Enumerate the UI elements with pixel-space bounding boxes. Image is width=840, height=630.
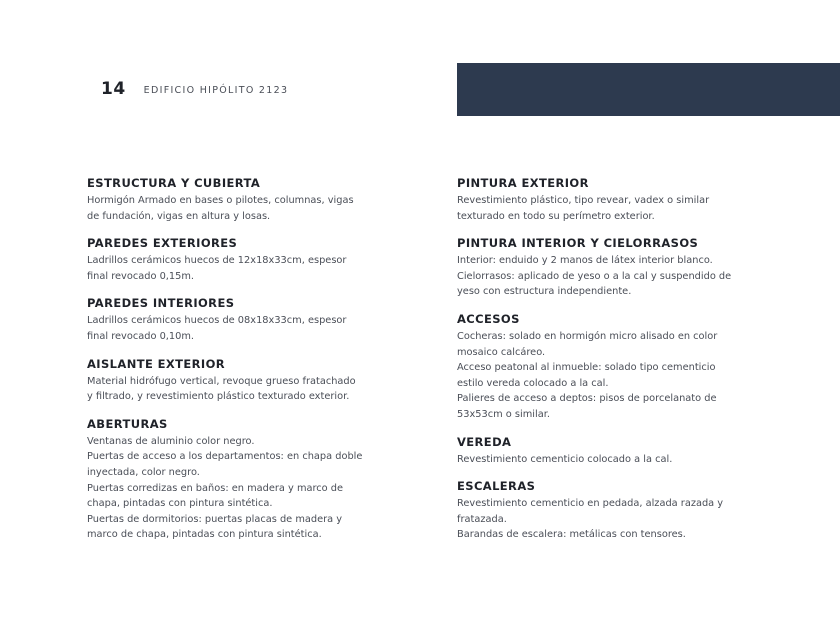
left-column xyxy=(87,176,377,555)
spec-section xyxy=(87,236,377,284)
section-text: Revestimiento plástico, tipo revear, vadex o similar texturado en todo su perímetro exterior. xyxy=(457,195,710,222)
section-title: PINTURA EXTERIOR xyxy=(457,176,589,190)
section-title: ESCALERAS xyxy=(457,479,536,494)
section-text: Acceso peatonal al inmueble: solado tipo cementicio estilo vereda colocado a la cal. xyxy=(457,362,716,389)
page-number: 14 xyxy=(101,79,126,99)
section-text: Puertas de dormitorios: puertas placas de madera y marco de chapa, pintadas con pintura sintética. xyxy=(87,513,343,541)
spec-section xyxy=(457,236,757,300)
spec-section xyxy=(457,479,757,543)
section-title: AISLANTE EXTERIOR xyxy=(87,356,226,371)
section-body xyxy=(457,193,757,224)
spec-section xyxy=(87,357,377,405)
section-body xyxy=(457,329,757,423)
spec-section xyxy=(87,417,377,543)
section-text: Material hidrófugo vertical, revoque grueso fratachado y filtrado, y revestimiento plástico texturado exterior. xyxy=(87,375,356,403)
section-text: Puertas corredizas en baños: en madera y marco de chapa, pintadas con pintura sintética. xyxy=(87,482,344,510)
section-body xyxy=(87,253,377,284)
section-title: PAREDES INTERIORES xyxy=(87,296,235,311)
section-title: ESTRUCTURA Y CUBIERTA xyxy=(87,176,261,190)
section-text: Revestimiento cementicio colocado a la cal. xyxy=(457,453,673,465)
section-body xyxy=(87,193,377,224)
section-text: Revestimiento cementicio en pedada, alzada razada y fratazada. xyxy=(457,498,724,525)
spec-section xyxy=(457,312,757,423)
section-text: Hormigón Armado en bases o pilotes, columnas, vigas de fundación, vigas en altura y losas. xyxy=(87,195,354,222)
section-title: VEREDA xyxy=(457,434,512,449)
section-body xyxy=(457,452,757,468)
section-text: Ventanas de aluminio color negro. xyxy=(87,435,255,447)
section-text: Cielorrasos: aplicado de yeso o a la cal y suspendido de yeso con estructura independiente. xyxy=(457,270,732,298)
spec-section xyxy=(457,435,757,468)
section-body xyxy=(457,496,757,543)
section-text: Puertas de acceso a los departamentos: en chapa doble inyectada, color negro. xyxy=(87,451,363,478)
section-text: Interior: enduido y 2 manos de látex interior blanco. xyxy=(457,255,713,267)
section-text: Barandas de escalera: metálicas con tensores. xyxy=(457,529,686,541)
section-title: PAREDES EXTERIORES xyxy=(87,236,238,251)
section-title: ABERTURAS xyxy=(87,416,168,431)
section-body xyxy=(87,313,377,344)
section-body xyxy=(87,374,377,405)
page-header xyxy=(101,79,288,99)
section-title: ACCESOS xyxy=(457,311,520,326)
section-body xyxy=(87,434,377,543)
section-text: Ladrillos cerámicos huecos de 12x18x33cm, espesor final revocado 0,15m. xyxy=(87,255,347,282)
section-title: PINTURA INTERIOR Y CIELORRASOS xyxy=(457,236,699,251)
spec-section xyxy=(457,176,757,224)
section-text: Cocheras: solado en hormigón micro alisado en color mosaico calcáreo. xyxy=(457,330,718,358)
right-column xyxy=(457,176,757,555)
section-body xyxy=(457,253,757,300)
header-accent-bar xyxy=(457,63,840,116)
spec-section xyxy=(87,296,377,344)
section-text: Palieres de acceso a deptos: pisos de porcelanato de 53x53cm o similar. xyxy=(457,393,717,420)
section-text: Ladrillos cerámicos huecos de 08x18x33cm, espesor final revocado 0,10m. xyxy=(87,315,347,342)
spec-section xyxy=(87,176,377,224)
document-title: EDIFICIO HIPÓLITO 2123 xyxy=(143,85,289,96)
